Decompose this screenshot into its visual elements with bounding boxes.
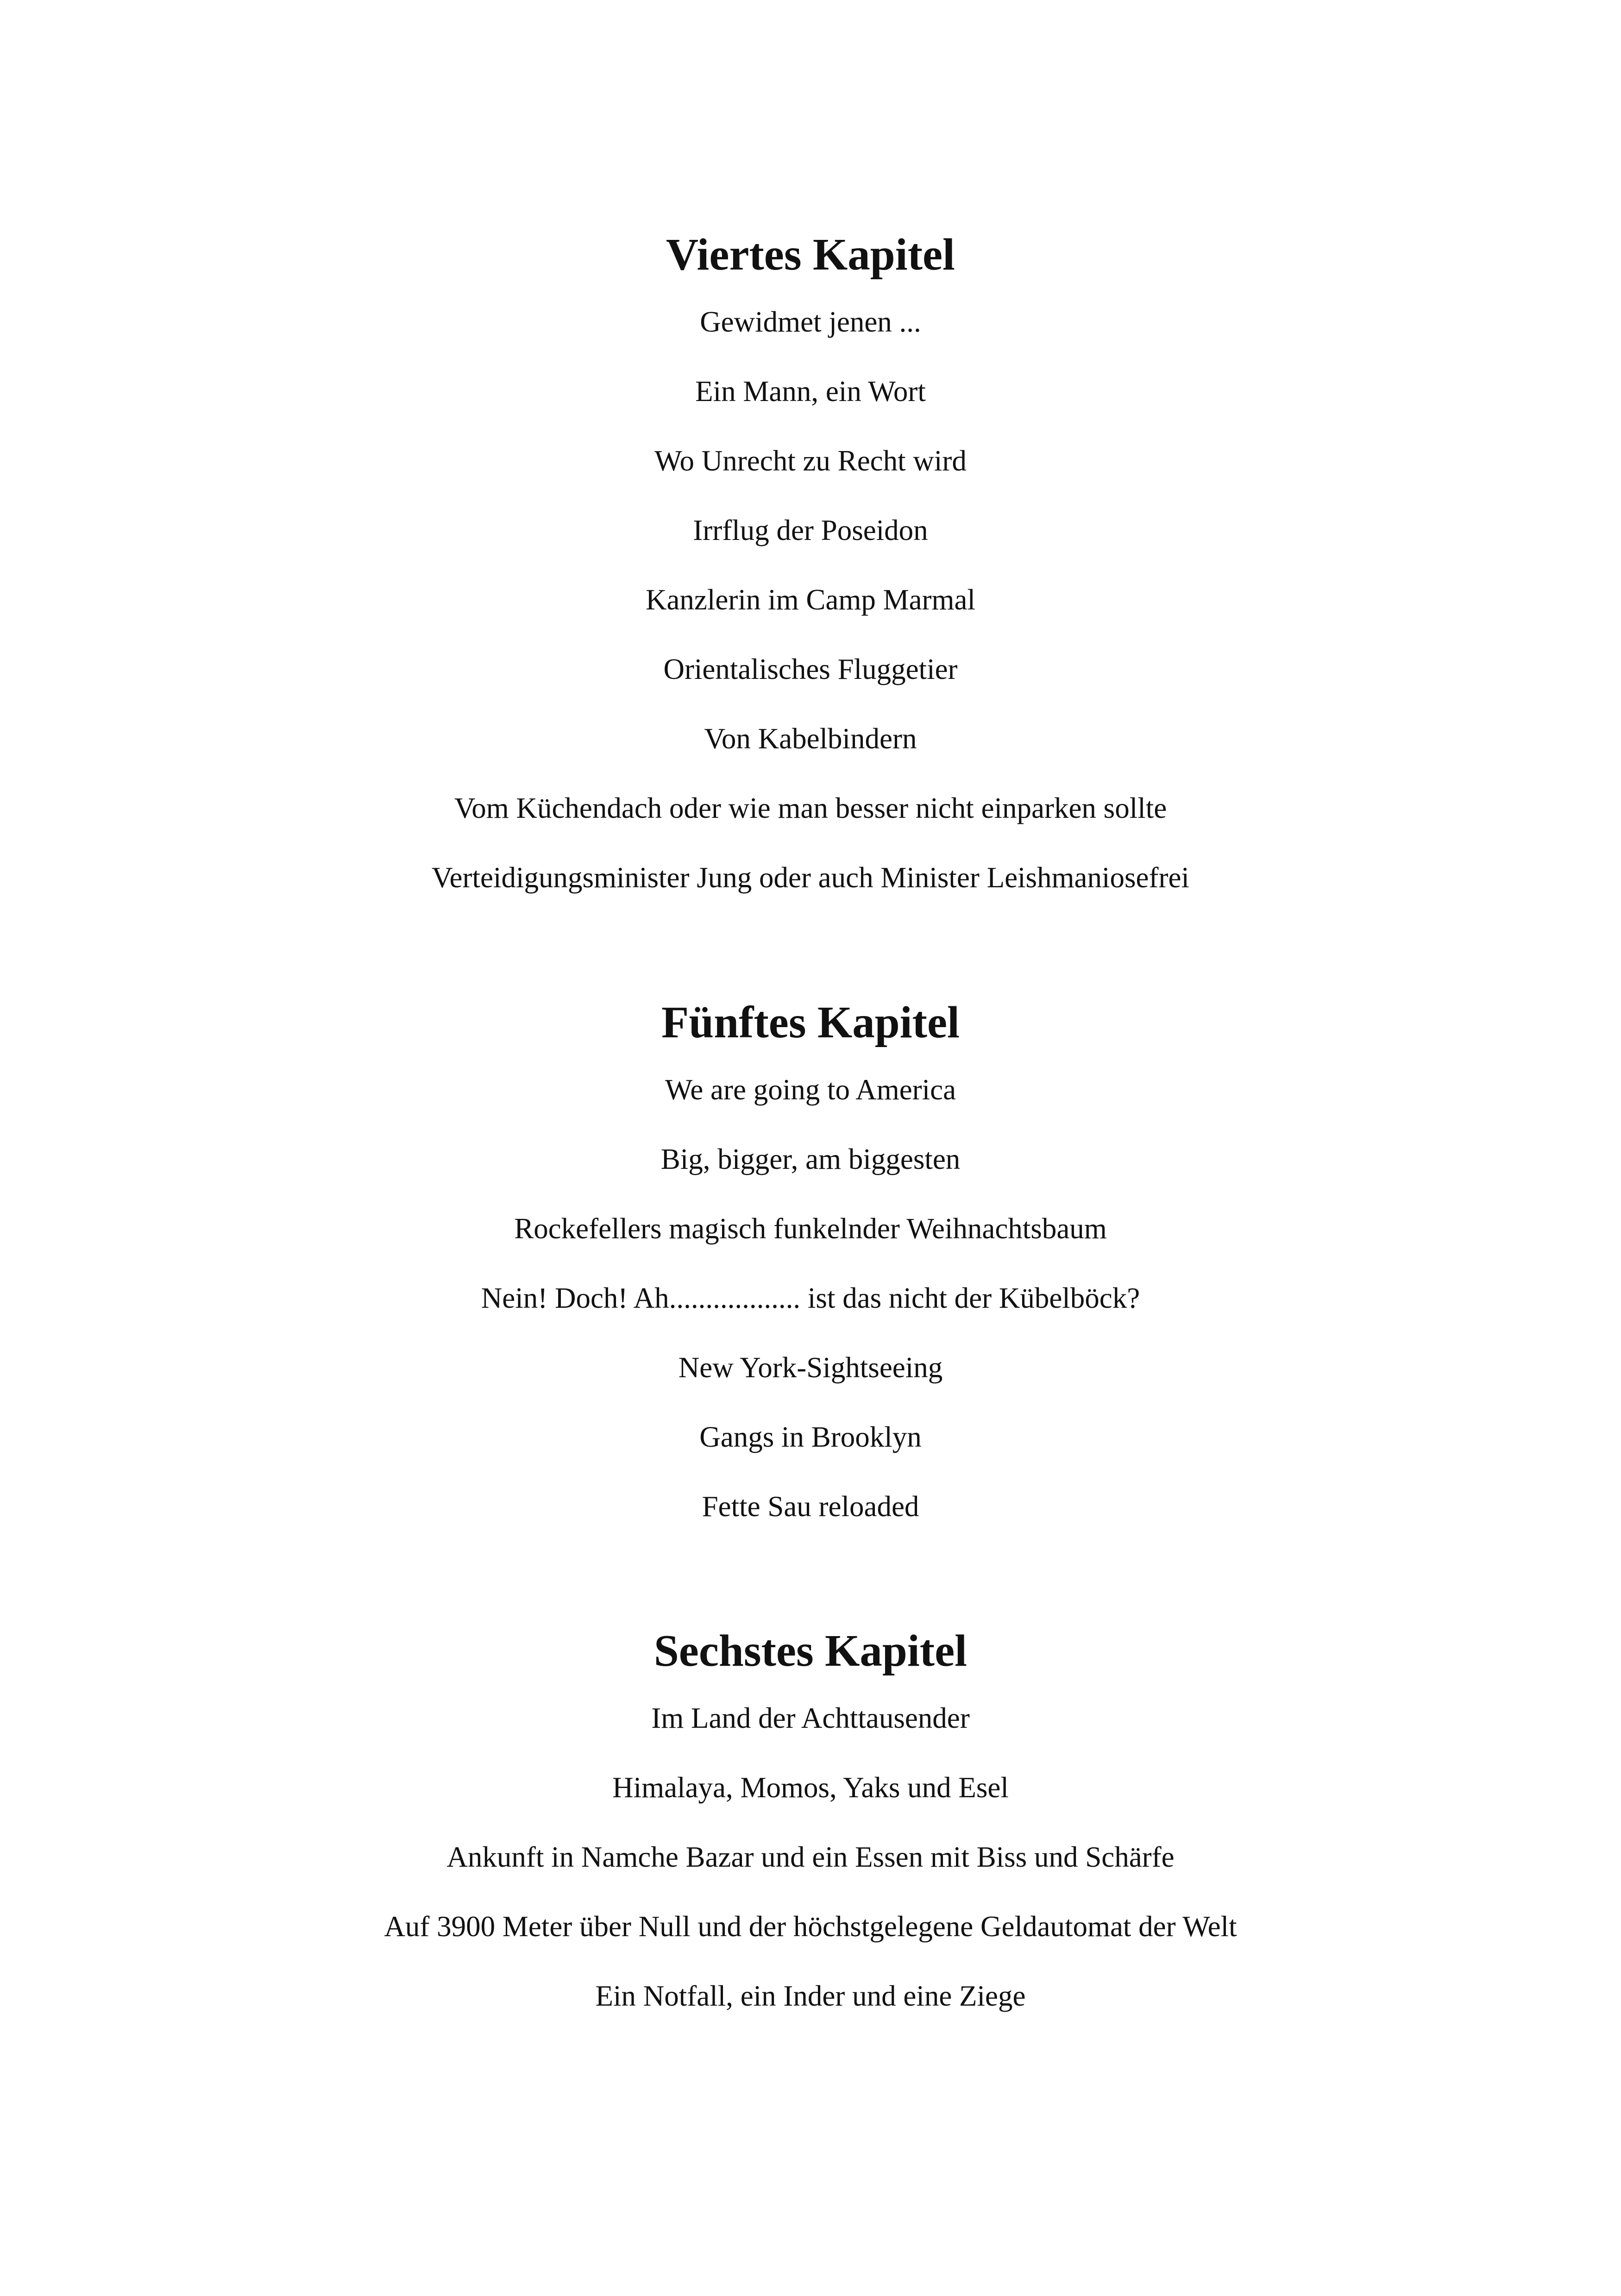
chapter-entry: Rockefellers magisch funkelnder Weihnachtsbaum: [514, 1212, 1107, 1245]
chapter-entry: Kanzlerin im Camp Marmal: [645, 583, 976, 616]
chapter-entry: Big, bigger, am biggesten: [660, 1143, 961, 1175]
chapter-entry: Himalaya, Momos, Yaks und Esel: [612, 1771, 1009, 1804]
chapter-entry-list: [0, 1055, 1621, 1541]
chapter-entry: Irrflug der Poseidon: [693, 514, 928, 546]
chapter-entry: We are going to America: [665, 1073, 956, 1106]
chapter-section-sechstes: [0, 1618, 1621, 2031]
chapter-entry: Von Kabelbindern: [704, 722, 917, 755]
chapter-entry-list: [0, 287, 1621, 912]
chapter-section-viertes: [0, 222, 1621, 912]
chapter-entry: Gewidmet jenen ...: [700, 306, 921, 338]
chapter-entry: Im Land der Achttausender: [651, 1702, 970, 1734]
chapter-title: Fünftes Kapitel: [661, 997, 960, 1047]
chapter-entry: Verteidigungsminister Jung oder auch Minister Leishmaniosefrei: [432, 861, 1189, 894]
chapter-entry: New York-Sightseeing: [678, 1351, 943, 1384]
chapter-entry: Fette Sau reloaded: [702, 1490, 919, 1523]
chapter-entry: Gangs in Brooklyn: [699, 1421, 922, 1453]
chapter-entry: Vom Küchendach oder wie man besser nicht einparken sollte: [454, 792, 1167, 824]
chapter-entry: Auf 3900 Meter über Null und der höchstgelegene Geldautomat der Welt: [384, 1910, 1237, 1943]
chapter-entry: Ein Notfall, ein Inder und eine Ziege: [595, 1980, 1026, 2012]
chapter-section-fuenftes: [0, 990, 1621, 1541]
chapter-entry: Wo Unrecht zu Recht wird: [654, 445, 967, 477]
chapter-entry: Orientalisches Fluggetier: [663, 653, 958, 685]
chapter-entry: Ein Mann, ein Wort: [695, 375, 926, 408]
chapter-entry: Ankunft in Namche Bazar und ein Essen mit Biss und Schärfe: [446, 1841, 1175, 1873]
chapter-entry: Nein! Doch! Ah.................. ist das nicht der Kübelböck?: [481, 1282, 1140, 1314]
chapter-title: Viertes Kapitel: [666, 230, 955, 279]
chapter-title: Sechstes Kapitel: [653, 1626, 968, 1675]
chapter-entry-list: [0, 1683, 1621, 2031]
